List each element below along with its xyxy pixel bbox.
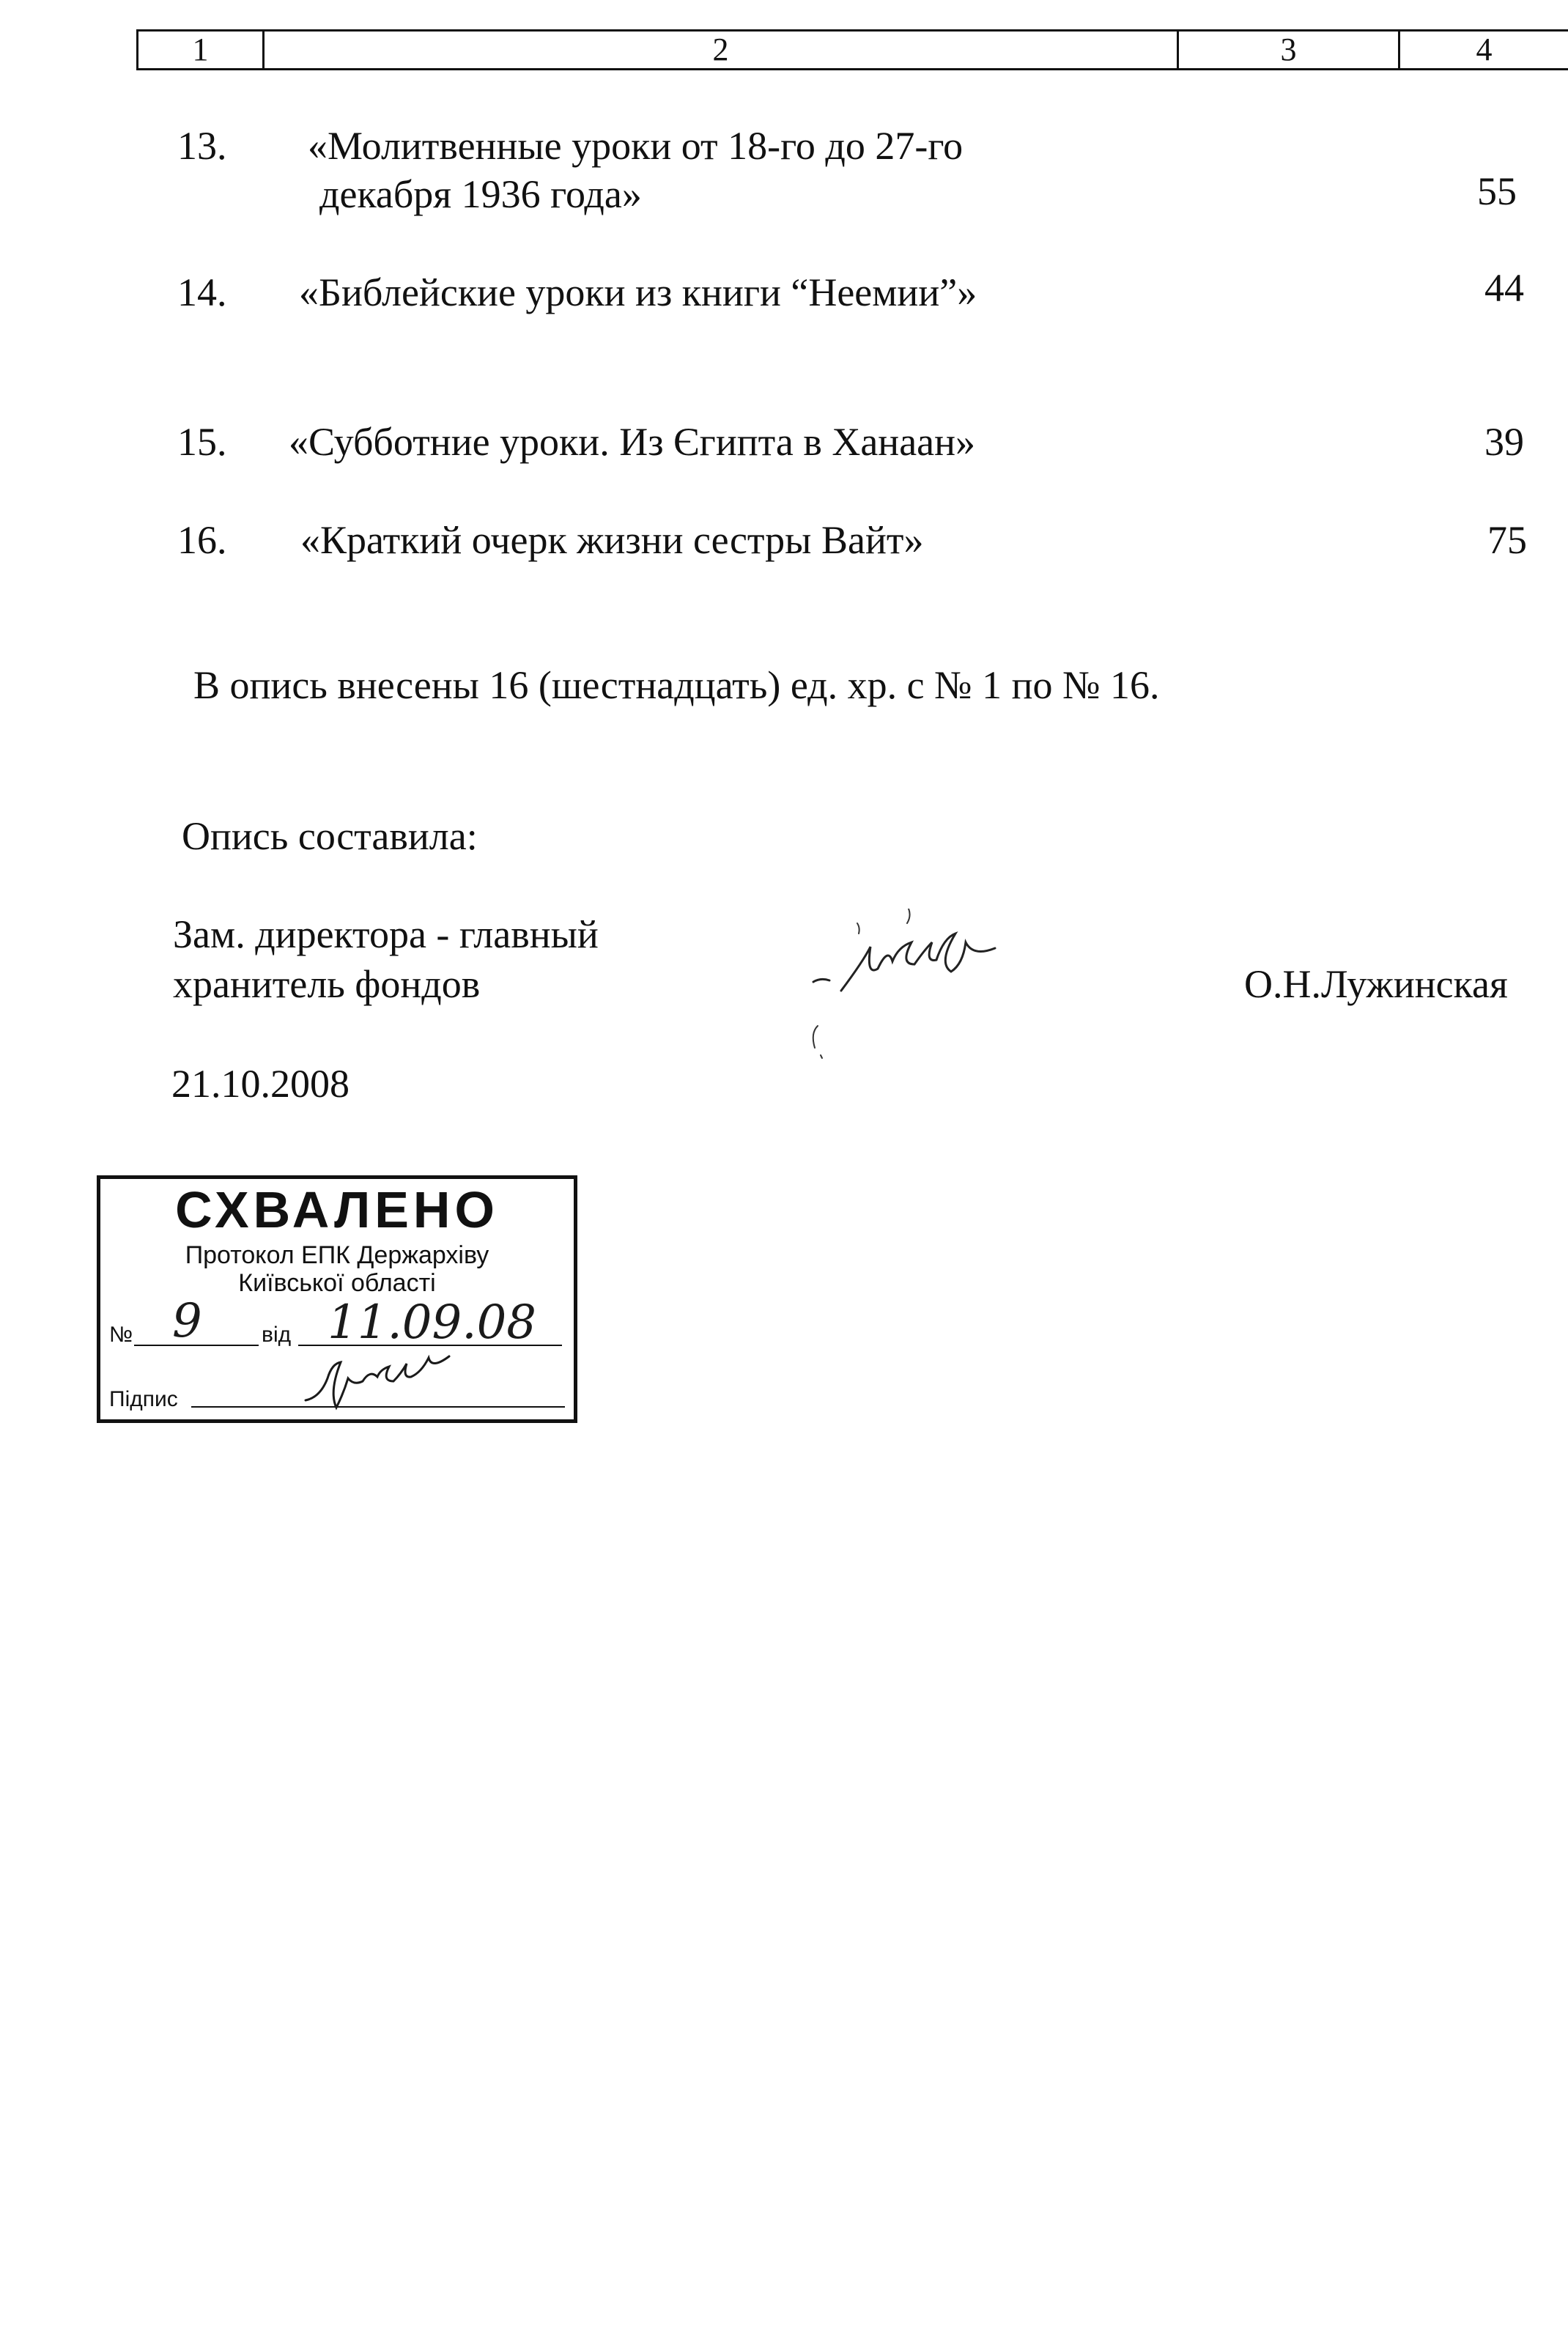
stamp-date-label: від [262,1323,292,1347]
approval-stamp [97,1175,577,1423]
stamp-number-value: 9 [172,1294,202,1348]
column-header-2: 2 [265,32,1179,68]
stamp-protocol-line: Протокол ЕПК Держархіву [185,1241,489,1269]
entry-number: 15. [177,420,227,464]
entry-page-count: 75 [1487,518,1527,562]
stamp-title: СХВАЛЕНО [175,1181,499,1238]
entry-title: «Библейские уроки из книги “Неемии”» [299,270,977,314]
signer-position-line2: хранитель фондов [173,962,481,1006]
column-header-1: 1 [138,32,265,68]
signer-position-line1: Зам. директора - главный [173,912,599,956]
inventory-summary: В опись внесены 16 (шестнадцать) ед. хр. с № 1 по № 16. [193,663,1160,707]
stamp-region-line: Київської області [238,1269,436,1297]
entry-title-continuation: декабря 1936 года» [319,172,642,216]
stamp-signature-label: Підпис [109,1387,178,1411]
entry-number: 16. [177,518,227,562]
entry-page-count: 44 [1484,266,1524,310]
column-header-4: 4 [1476,32,1493,67]
entry-title: «Краткий очерк жизни сестры Вайт» [300,518,924,562]
stamp-date-value: 11.09.08 [328,1296,536,1350]
document-date: 21.10.2008 [171,1062,350,1106]
column-header-3: 3 [1179,32,1400,68]
entry-page-count: 39 [1484,420,1524,464]
entry-title: «Молитвенные уроки от 18-го до 27-го [308,124,964,168]
entry-number: 13. [177,124,227,168]
column-header-table [136,29,1568,70]
stamp-number-label: № [109,1323,133,1347]
compiled-by-label: Опись составила: [182,814,478,858]
handwritten-signature [799,909,1062,1070]
signer-name: О.Н.Лужинская [1244,962,1508,1006]
entry-number: 14. [177,270,227,314]
entry-title: «Субботние уроки. Из Єгипта в Ханаан» [289,420,976,464]
entry-page-count: 55 [1477,169,1517,213]
stamp-handwritten-signature [298,1352,467,1418]
